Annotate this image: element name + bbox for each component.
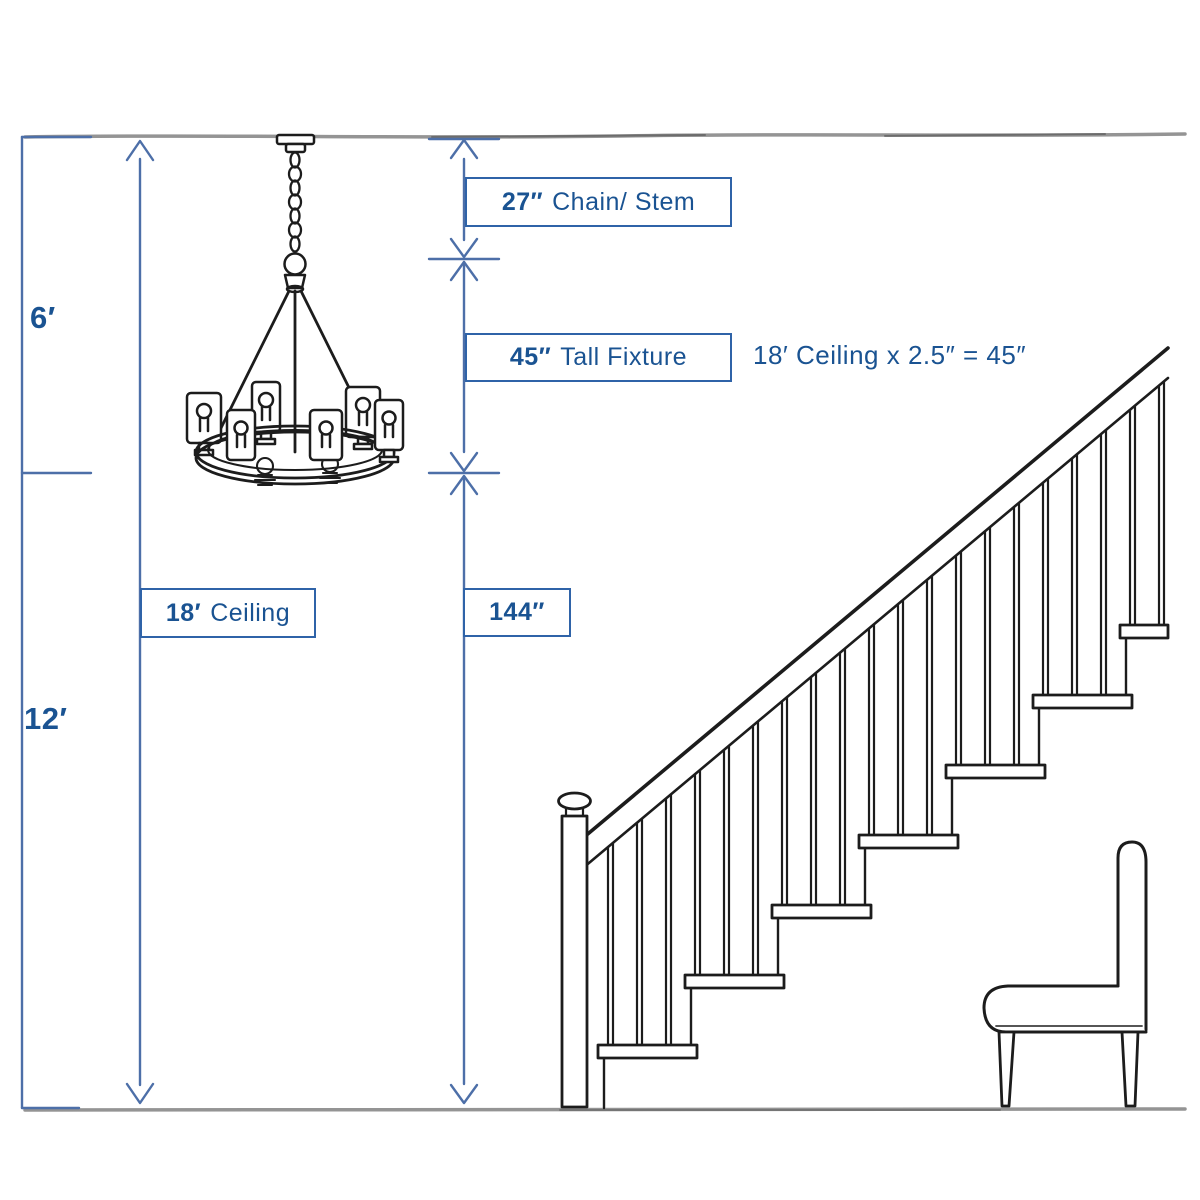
chair-front-leg [999, 1032, 1014, 1106]
chandelier-back-lights [187, 382, 380, 455]
chain-length-text: Chain/ Stem [552, 187, 696, 216]
six-foot-label: 6′ [30, 300, 56, 335]
chain-length-label [465, 177, 732, 227]
ceiling-line [25, 134, 1185, 137]
ceiling-height-label [140, 588, 316, 638]
chandelier-canopy [277, 135, 314, 152]
fixture-height-text: Tall Fixture [560, 343, 688, 371]
chair-sketch [984, 842, 1146, 1106]
drop-height-value: 144″ [489, 598, 545, 626]
chandelier-collar [285, 275, 305, 292]
chandelier-finial-ball [285, 254, 306, 275]
ceiling-height-value: 18′ [165, 598, 202, 627]
fixture-height-value: 45″ [509, 343, 552, 371]
chandelier-sketch [187, 135, 403, 485]
staircase-handrail [583, 348, 1168, 868]
drop-height-label [463, 588, 571, 637]
floor-line [25, 1109, 1185, 1110]
ceiling-height-text: Ceiling [210, 598, 291, 627]
staircase-balusters [608, 380, 1164, 1045]
sizing-equation-text: 18′ Ceiling x 2.5″ = 45″ [753, 340, 1027, 370]
fixture-height-label [465, 333, 732, 382]
staircase-newel-post [559, 793, 591, 1107]
chandelier-chain [289, 153, 301, 252]
chain-length-value: 27″ [501, 187, 544, 216]
twelve-foot-label: 12′ [24, 701, 68, 736]
left-height-bracket [22, 137, 91, 1108]
chair-rear-leg [1122, 1032, 1138, 1106]
